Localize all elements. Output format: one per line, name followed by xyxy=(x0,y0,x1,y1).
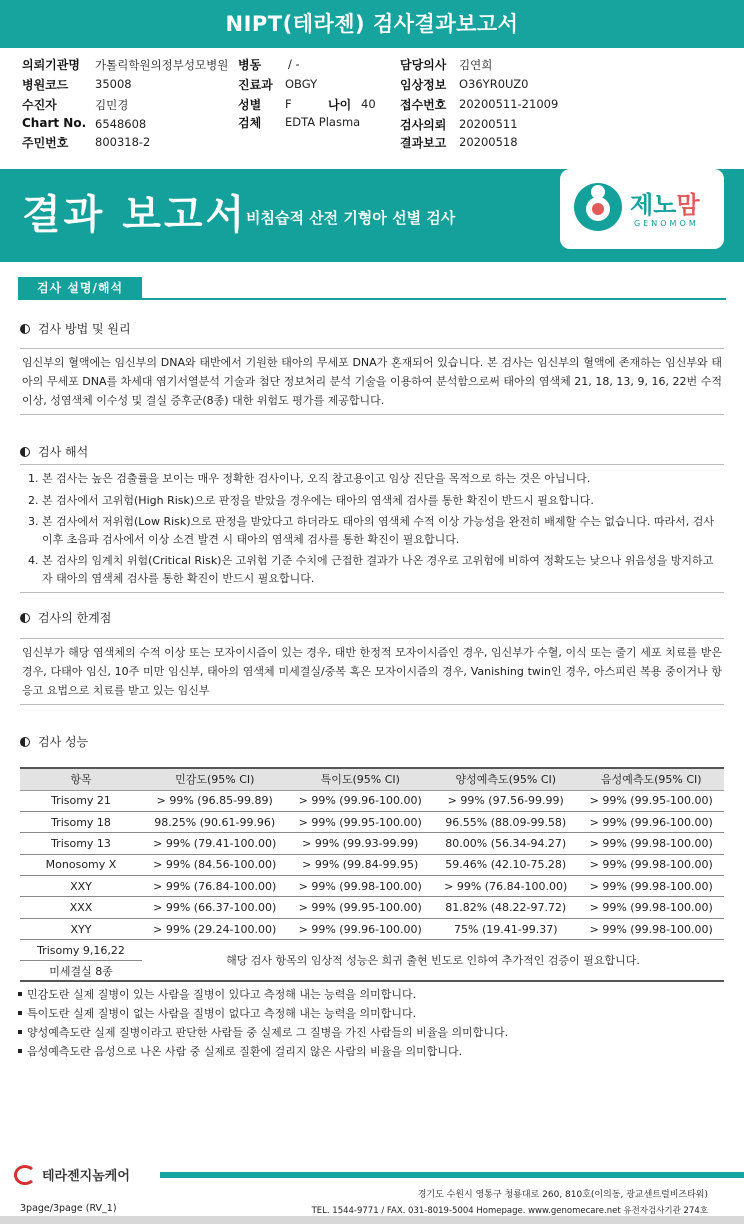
half-circle-icon xyxy=(20,613,30,623)
table-header-row xyxy=(20,768,724,790)
ward-value: / - xyxy=(288,57,300,71)
footer-accent-line xyxy=(160,1172,744,1178)
bullet-icon xyxy=(18,992,22,996)
sex-value: F xyxy=(285,97,292,111)
report-banner-title: NIPT(테라젠) 검사결과보고서 xyxy=(0,0,744,48)
request-label: 검사의뢰 xyxy=(400,118,447,132)
table-cell: > 99% (79.41-100.00) xyxy=(142,833,288,854)
dept-value: OBGY xyxy=(285,77,318,91)
request-value: 20200511 xyxy=(459,117,518,131)
table-cell: > 99% (66.37-100.00) xyxy=(142,897,288,918)
hospital-value: 가톨릭학원의정부성모병원 xyxy=(95,58,229,72)
bullet-icon xyxy=(18,1011,22,1015)
company-logo: 테라젠지놈케어 xyxy=(14,1165,130,1185)
table-cell: XYY xyxy=(20,918,142,939)
table-row xyxy=(20,833,724,854)
list-item: 4. 본 검사의 임계치 위험(Critical Risk)은 고위험 기준 수치에 근접한 결과가 나온 경우로 고위험에 비하여 정확도는 낮으나 위음성을 방지하고자 태아의 염색체 검사를 통한 확진이 반드시 필요합니다. xyxy=(28,554,714,585)
chart-label: Chart No. xyxy=(22,116,87,130)
table-cell: > 99% (99.98-100.00) xyxy=(579,854,725,875)
clinical-value: O36YR0UZ0 xyxy=(459,77,529,91)
table-cell: > 99% (97.56-99.99) xyxy=(433,790,579,811)
table-cell: XXX xyxy=(20,897,142,918)
footer-bottom-bar xyxy=(0,1216,744,1224)
logo-wordmark-part2: 맘 xyxy=(676,191,700,219)
section-heading-performance: 검사 성능 xyxy=(20,733,88,750)
code-label: 병원코드 xyxy=(22,78,69,92)
company-logo-icon xyxy=(14,1165,36,1185)
hero-subtitle: 비침습적 산전 기형아 선별 검사 xyxy=(246,209,456,227)
list-item: 음성예측도란 음성으로 나온 사람 중 실제로 질환에 걸리지 않은 사람의 비율을 의미합니다. xyxy=(18,1042,724,1061)
table-cell: > 99% (99.96-100.00) xyxy=(288,790,434,811)
patient-value: 김민경 xyxy=(95,98,129,112)
table-cell: 59.46% (42.10-75.28) xyxy=(433,854,579,875)
table-header: 항목 xyxy=(20,768,142,790)
receipt-value: 20200511-21009 xyxy=(459,97,559,111)
half-circle-icon xyxy=(20,737,30,747)
half-circle-icon xyxy=(20,324,30,334)
table-cell: > 99% (99.95-100.00) xyxy=(288,897,434,918)
table-cell: 96.55% (88.09-99.58) xyxy=(433,811,579,832)
table-cell: > 99% (99.84-99.95) xyxy=(288,854,434,875)
section-heading-method: 검사 방법 및 원리 xyxy=(20,320,131,337)
ward-label: 병동 xyxy=(238,58,262,72)
bullet-icon xyxy=(18,1049,22,1053)
rare-item-trisomy: Trisomy 9,16,22 xyxy=(20,940,142,961)
table-cell: > 99% (96.85-99.89) xyxy=(142,790,288,811)
section-heading-interpretation: 검사 해석 xyxy=(20,443,88,460)
hero-banner xyxy=(0,169,744,262)
table-cell: > 99% (99.96-100.00) xyxy=(288,918,434,939)
table-header: 특이도(95% CI) xyxy=(288,768,434,790)
method-paragraph: 임신부의 혈액에는 임신부의 DNA와 태반에서 기원한 태아의 무세포 DNA가 혼재되어 있습니다. 본 검사는 임신부의 혈액에 존재하는 임신부와 태아의 무세포 DNA를 차세대 염기서열분석 기술과 첨단 정보처리 분석 기술을 이용하여 분석함으로써 태아의 염색체 21, 18, 13, 9, 16, 22번 수적 이상, 성염색체 이수성 및 결실 증후군(8종) 대한 위험도 평가를 제공합니다. xyxy=(20,348,724,415)
report-value: 20200518 xyxy=(459,135,518,149)
hospital-label: 의뢰기관명 xyxy=(22,58,80,72)
table-cell: XXY xyxy=(20,876,142,897)
table-cell: > 99% (99.98-100.00) xyxy=(579,876,725,897)
table-row xyxy=(20,876,724,897)
table-cell: Trisomy 18 xyxy=(20,811,142,832)
logo-subtext: GENOMOM xyxy=(634,219,699,228)
section-heading-limits: 검사의 한계점 xyxy=(20,609,111,626)
table-row xyxy=(20,854,724,875)
age-value: 40 xyxy=(361,97,376,111)
list-item: 민감도란 실제 질병이 있는 사람을 질병이 있다고 측정해 내는 능력을 의미합니다. xyxy=(18,985,724,1004)
dept-label: 진료과 xyxy=(238,78,273,92)
patient-info xyxy=(0,48,744,159)
code-value: 35008 xyxy=(95,77,132,91)
tab-test-description: 검사 설명/해석 xyxy=(18,277,142,299)
interpretation-list xyxy=(20,464,724,593)
list-item: 1. 본 검사는 높은 검출률을 보이는 매우 정확한 검사이나, 오직 참고용이고 임상 진단을 목적으로 하는 것은 아닙니다. xyxy=(28,472,591,485)
limits-paragraph: 임신부가 해당 염색체의 수적 이상 또는 모자이시즘이 있는 경우, 태반 한정적 모자이시즘인 경우, 임신부가 수혈, 이식 또는 줄기 세포 치료를 받은 경우, 다태아 임신, 10주 미만 임신부, 태아의 염색체 미세결실/중복 혹은 모자이시즘의 경우, Vanishing twin인 경우, 아스피린 복용 중이거나 항 응고 요법으로 치료를 받고 있는 임신부 xyxy=(20,638,724,705)
mother-baby-icon xyxy=(574,183,622,231)
specimen-value: EDTA Plasma xyxy=(285,115,361,129)
table-header: 양성예측도(95% CI) xyxy=(433,768,579,790)
company-address: 경기도 수원시 영통구 청룡대로 260, 810호(이의동, 광교센트럴비즈타워) xyxy=(417,1190,708,1200)
table-row xyxy=(20,811,724,832)
table-cell: Trisomy 21 xyxy=(20,790,142,811)
doctor-value: 김연희 xyxy=(459,58,493,72)
table-cell: > 99% (99.98-100.00) xyxy=(288,876,434,897)
table-cell: > 99% (76.84-100.00) xyxy=(142,876,288,897)
clinical-label: 임상정보 xyxy=(400,78,447,92)
list-item: 특이도란 실제 질병이 없는 사람을 질병이 없다고 측정해 내는 능력을 의미합니다. xyxy=(18,1004,724,1023)
table-cell: > 99% (99.98-100.00) xyxy=(579,918,725,939)
table-cell: 98.25% (90.61-99.96) xyxy=(142,811,288,832)
table-cell: > 99% (76.84-100.00) xyxy=(433,876,579,897)
table-cell: > 99% (99.98-100.00) xyxy=(579,897,725,918)
table-cell: Monosomy X xyxy=(20,854,142,875)
list-item: 3. 본 검사에서 저위험(Low Risk)으로 판정을 받았다고 하더라도 태아의 염색체 수적 이상 가능성을 완전히 배제할 수는 없습니다. 따라서, 검사 이후 초음파 검사에서 이상 소견 발견 시 태아의 염색체 검사를 통한 확진이 필요합니다. xyxy=(28,515,715,546)
rare-items-note: 해당 검사 항목의 임상적 성능은 희귀 출현 빈도로 인하여 추가적인 검증이 필요합니다. xyxy=(226,954,640,967)
list-item: 양성예측도란 실제 질병이라고 판단한 사람들 중 실제로 그 질병을 가진 사람들의 비율을 의미합니다. xyxy=(18,1023,724,1042)
rare-item-microdeletion: 미세결실 8종 xyxy=(49,965,113,978)
list-item: 2. 본 검사에서 고위험(High Risk)으로 판정을 받았을 경우에는 태아의 염색체 검사를 통한 확진이 반드시 필요합니다. xyxy=(28,493,594,507)
patient-label: 수진자 xyxy=(22,98,57,112)
specimen-label: 검체 xyxy=(238,116,262,130)
doctor-label: 담당의사 xyxy=(400,58,447,72)
table-header: 음성예측도(95% CI) xyxy=(579,768,725,790)
half-circle-icon xyxy=(20,447,30,457)
performance-table xyxy=(20,767,724,940)
chart-value: 6548608 xyxy=(95,117,147,131)
table-cell: 75% (19.41-99.37) xyxy=(433,918,579,939)
table-cell: 80.00% (56.34-94.27) xyxy=(433,833,579,854)
table-cell: > 99% (29.24-100.00) xyxy=(142,918,288,939)
table-header: 민감도(95% CI) xyxy=(142,768,288,790)
hero-title: 결과 보고서 xyxy=(22,192,248,238)
tab-underline xyxy=(18,298,726,300)
table-cell: 81.82% (48.22-97.72) xyxy=(433,897,579,918)
page-number: 3page/3page (RV_1) xyxy=(20,1203,117,1214)
table-row xyxy=(20,790,724,811)
table-row xyxy=(20,918,724,939)
table-cell: > 99% (99.95-100.00) xyxy=(579,790,725,811)
age-label: 나이 xyxy=(328,98,352,112)
logo-wordmark-part1: 제노 xyxy=(630,191,677,219)
table-row xyxy=(20,897,724,918)
table-cell: > 99% (99.96-100.00) xyxy=(579,811,725,832)
table-cell: Trisomy 13 xyxy=(20,833,142,854)
rare-items-row xyxy=(20,940,724,982)
sex-label: 성별 xyxy=(238,98,262,112)
table-cell: > 99% (99.98-100.00) xyxy=(579,833,725,854)
receipt-label: 접수번호 xyxy=(400,98,447,112)
table-cell: > 99% (84.56-100.00) xyxy=(142,854,288,875)
table-cell: > 99% (99.95-100.00) xyxy=(288,811,434,832)
genomom-logo xyxy=(560,169,724,249)
table-cell: > 99% (99.93-99.99) xyxy=(288,833,434,854)
rrn-value: 800318-2 xyxy=(95,135,151,149)
logo-wordmark xyxy=(630,185,700,220)
report-label: 결과보고 xyxy=(400,136,447,150)
company-contact: TEL. 1544-9771 / FAX. 031-8019-5004 Homepage. www.genomecare.net 유전자검사기관 274호 xyxy=(311,1206,708,1216)
rrn-label: 주민번호 xyxy=(22,136,69,150)
definitions-list xyxy=(18,985,724,1061)
bullet-icon xyxy=(18,1030,22,1034)
